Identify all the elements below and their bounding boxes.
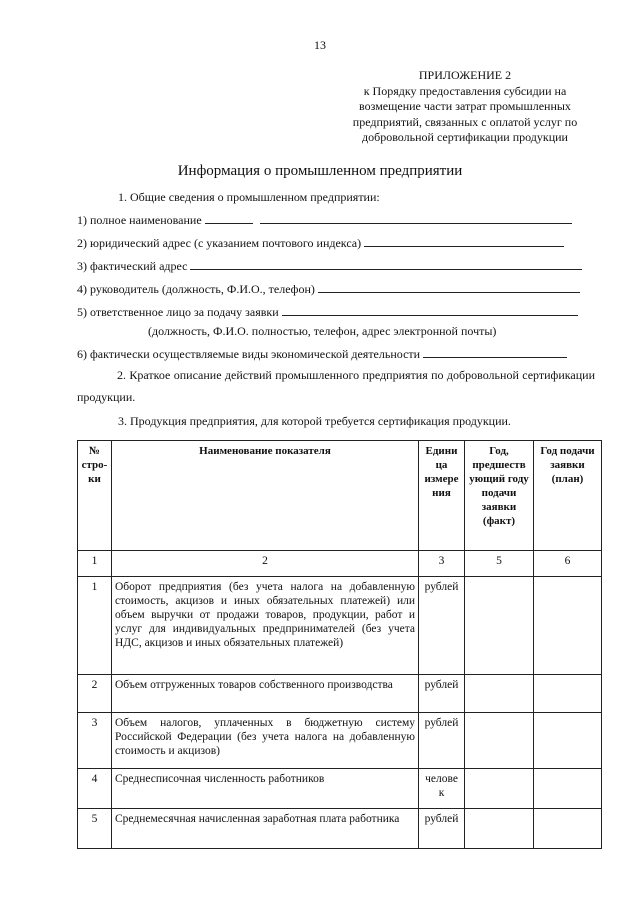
column-number: 3 bbox=[419, 551, 465, 577]
field-label: 1) полное наименование bbox=[77, 213, 202, 227]
indicators-table bbox=[77, 440, 602, 849]
table-row bbox=[78, 769, 602, 809]
row-number: 3 bbox=[78, 713, 112, 769]
header-indicator-name: Наименование показателя bbox=[112, 441, 419, 551]
plan-value[interactable] bbox=[534, 675, 602, 713]
section2-text: 2. Краткое описание действий промышленного предприятия по добровольной сертификации продукции. bbox=[77, 368, 595, 404]
field-label: 5) ответственное лицо за подачу заявки bbox=[77, 305, 279, 319]
indicator-name: Объем налогов, уплаченных в бюджетную систему Российской Федерации (без учета налога на добавленную стоимость и акцизов) bbox=[112, 713, 419, 769]
plan-value[interactable] bbox=[534, 769, 602, 809]
indicator-name: Объем отгруженных товаров собственного производства bbox=[112, 675, 419, 713]
blank-line bbox=[282, 304, 578, 316]
indicator-name: Среднесписочная численность работников bbox=[112, 769, 419, 809]
header-row-number: № стро-ки bbox=[78, 441, 112, 551]
column-number: 6 bbox=[534, 551, 602, 577]
table-row bbox=[78, 809, 602, 849]
row-number: 2 bbox=[78, 675, 112, 713]
header-prev-year-fact: Год, предшеств ующий году подачи заявки (факт) bbox=[465, 441, 534, 551]
table-column-numbers-row bbox=[78, 551, 602, 577]
field-label: 6) фактически осуществляемые виды экономической деятельности bbox=[77, 347, 421, 361]
blank-line bbox=[364, 235, 564, 247]
blank-line bbox=[423, 346, 567, 358]
blank-line bbox=[260, 212, 572, 224]
section3-heading: 3. Продукция предприятия, для которой требуется сертификация продукции. bbox=[118, 414, 511, 428]
unit: челове к bbox=[419, 769, 465, 809]
table-row bbox=[78, 713, 602, 769]
row-number: 5 bbox=[78, 809, 112, 849]
appendix-title: ПРИЛОЖЕНИЕ 2 bbox=[418, 68, 512, 82]
field-responsible-person bbox=[77, 304, 578, 320]
field-label: 2) юридический адрес (с указанием почтового индекса) bbox=[77, 236, 362, 250]
field-director bbox=[77, 281, 580, 297]
plan-value[interactable] bbox=[534, 577, 602, 675]
appendix-line: к Порядку предоставления субсидии на bbox=[363, 83, 567, 98]
fact-value[interactable] bbox=[465, 713, 534, 769]
section1-heading: 1. Общие сведения о промышленном предприятии: bbox=[118, 190, 380, 204]
field-label: 4) руководитель (должность, Ф.И.О., телефон) bbox=[77, 282, 315, 296]
field-full-name bbox=[77, 212, 572, 228]
blank-line bbox=[190, 258, 582, 270]
row-number: 4 bbox=[78, 769, 112, 809]
column-number: 5 bbox=[465, 551, 534, 577]
unit: рублей bbox=[419, 577, 465, 675]
table-row bbox=[78, 577, 602, 675]
appendix-line: предприятий, связанных с оплатой услуг по bbox=[352, 114, 578, 129]
indicator-name: Среднемесячная начисленная заработная плата работника bbox=[112, 809, 419, 849]
column-number: 2 bbox=[112, 551, 419, 577]
field-legal-address bbox=[77, 235, 564, 251]
fact-value[interactable] bbox=[465, 577, 534, 675]
table-row bbox=[78, 675, 602, 713]
row-number: 1 bbox=[78, 577, 112, 675]
document-title: Информация о промышленном предприятии bbox=[177, 163, 463, 179]
appendix-line: возмещение части затрат промышленных bbox=[359, 99, 571, 113]
appendix-block bbox=[330, 68, 600, 146]
column-number: 1 bbox=[78, 551, 112, 577]
fact-value[interactable] bbox=[465, 809, 534, 849]
table-header-row bbox=[78, 441, 602, 551]
indicator-name: Оборот предприятия (без учета налога на добавленную стоимость, акцизов и иных обязательных платежей) или объем выручки от продажи товаров, продукции, работ и услуг для индивидуальных предпринимателей (без учета НДС, акцизов и иных обязательных платежей) bbox=[112, 577, 419, 675]
plan-value[interactable] bbox=[534, 809, 602, 849]
field-label: 3) фактический адрес bbox=[77, 259, 188, 273]
blank-line bbox=[318, 281, 580, 293]
unit: рублей bbox=[419, 713, 465, 769]
fact-value[interactable] bbox=[465, 769, 534, 809]
appendix-line: добровольной сертификации продукции bbox=[362, 130, 568, 144]
page-number: 13 bbox=[314, 38, 326, 52]
header-unit: Едини ца измере ния bbox=[419, 441, 465, 551]
field-actual-address bbox=[77, 258, 582, 274]
field-activities bbox=[77, 346, 567, 362]
header-current-year-plan: Год подачи заявки (план) bbox=[534, 441, 602, 551]
unit: рублей bbox=[419, 675, 465, 713]
field-note: (должность, Ф.И.О. полностью, телефон, адрес электронной почты) bbox=[148, 324, 497, 338]
blank-line bbox=[205, 212, 253, 224]
plan-value[interactable] bbox=[534, 713, 602, 769]
fact-value[interactable] bbox=[465, 675, 534, 713]
unit: рублей bbox=[419, 809, 465, 849]
